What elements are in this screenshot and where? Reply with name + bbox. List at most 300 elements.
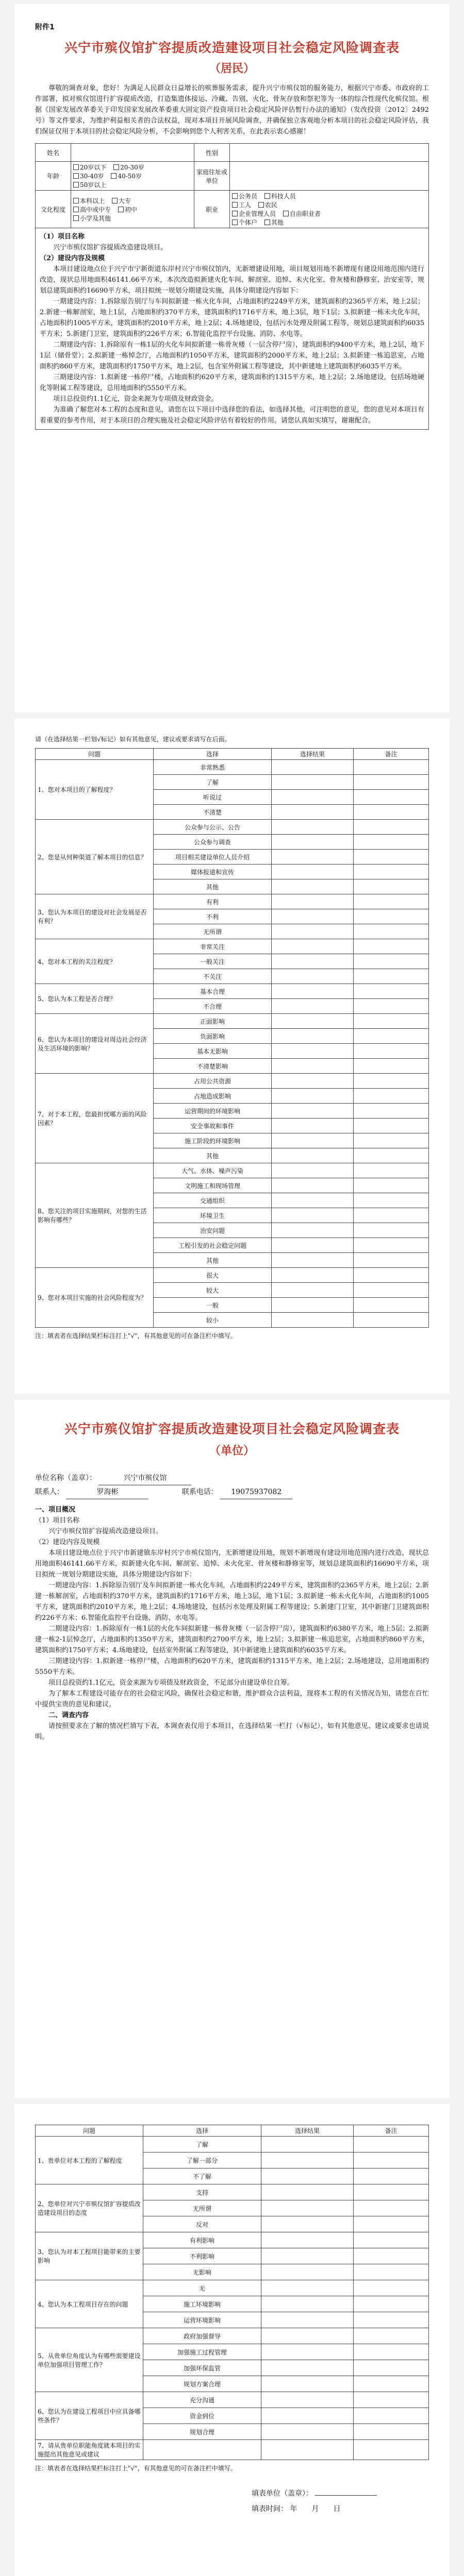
remark-cell[interactable] [354, 1118, 429, 1133]
remark-cell[interactable] [354, 2408, 429, 2424]
remark-cell[interactable] [354, 1014, 429, 1029]
remark-cell[interactable] [354, 1193, 429, 1208]
column-header: 选择 [143, 2125, 261, 2137]
option-text: 施工阶段的环境影响 [154, 1133, 272, 1148]
job-option[interactable]: 其他 [264, 218, 284, 227]
selection-result-cell[interactable] [272, 984, 354, 999]
selection-result-cell[interactable] [272, 805, 354, 820]
remark-cell[interactable] [354, 1029, 429, 1044]
selection-result-cell[interactable] [272, 1253, 354, 1268]
page-title: 兴宁市殡仪馆扩容提质改造建设项目社会稳定风险调查表 [64, 40, 400, 55]
table-row [36, 2440, 429, 2460]
selection-result-cell[interactable] [272, 1223, 354, 1238]
remark-cell[interactable] [354, 2376, 429, 2392]
option-text: 无影响 [143, 2264, 261, 2280]
option-text: 公众参与调查 [154, 835, 272, 850]
column-header: 备注 [354, 2125, 429, 2137]
option-text: 很大 [154, 1268, 272, 1283]
remark-cell[interactable] [354, 1148, 429, 1163]
question-text: 3、您认为对本工程项目能带来的主要影响 [36, 2232, 143, 2280]
footnote: 注：填表者在选择结果栏标注打上"√"，有其他意见的可在备注栏中填写。 [35, 1332, 237, 1340]
paragraph: 二期建设内容：1.拆除原有一栋1层的火化车间拟新建一栋骨灰楼（一层含停尸房），建筑面积约9400平方米，地上2层，地下1层（储骨堂）；2.拟新建一栋悼念厅，占地面积约1050平方米，建筑面积约2000平方米，地上2层；3.拟新建一栋追思室，占地面积约860平方米，建筑面积约1750平方米，地上2层，包含室外附属工程等建设，其中新建地上建筑面积约6035平方米。 [40, 341, 424, 370]
remark-cell[interactable] [354, 939, 429, 954]
checkbox-icon [232, 193, 238, 199]
org-field[interactable]: 兴宁市殡仪馆 [98, 1471, 191, 1485]
option-text: 支持 [143, 2184, 261, 2200]
table-row [36, 1268, 429, 1283]
selection-result-cell[interactable] [272, 1029, 354, 1044]
option-text: 安全事故和事件 [154, 1118, 272, 1133]
remark-cell[interactable] [354, 790, 429, 805]
attachment-label: 附件1 [35, 23, 55, 31]
age-option[interactable]: 50岁以上 [73, 180, 106, 189]
option-text: 其他 [154, 1253, 272, 1268]
option-text: 无 [143, 2280, 261, 2296]
selection-result-cell[interactable] [261, 2216, 354, 2232]
remark-cell[interactable] [354, 2264, 429, 2280]
remark-cell[interactable] [354, 2184, 429, 2200]
selection-result-cell[interactable] [272, 1044, 354, 1059]
education-option[interactable]: 大专 [112, 196, 131, 205]
selection-result-cell[interactable] [272, 1238, 354, 1253]
question-text: 8、您关注的项目实施期间，对您的生活影响有哪些？ [36, 1163, 154, 1268]
remark-cell[interactable] [354, 1298, 429, 1313]
question-text: 7、对于本工程，您最担忧哪方面的风险因素？ [36, 1074, 154, 1163]
remark-cell[interactable] [354, 1253, 429, 1268]
selection-result-cell[interactable] [261, 2312, 354, 2328]
selection-result-cell[interactable] [261, 2328, 354, 2344]
selection-result-cell[interactable] [261, 2184, 354, 2200]
question-text: 1、贵单位对本工程的了解程度 [36, 2137, 143, 2184]
selection-result-cell[interactable] [272, 1089, 354, 1104]
name-field[interactable] [71, 144, 194, 162]
education-option[interactable]: 初中 [118, 205, 137, 214]
remark-cell[interactable] [354, 1178, 429, 1193]
option-text: 其他 [154, 879, 272, 894]
table-row [36, 1074, 429, 1089]
option-text: 运营环境影响 [143, 2312, 261, 2328]
option-text: 交通组织 [154, 1193, 272, 1208]
option-text: 施工环境影响 [143, 2296, 261, 2312]
option-text: 不清楚 [154, 805, 272, 820]
paragraph: 项目总投资约1.1亿元，资金来源为专项债及财政资金，不足部分由建设单位自筹。 [48, 1679, 294, 1687]
column-header: 选择 [154, 749, 272, 760]
option-text: 其他 [154, 1148, 272, 1163]
checkbox-icon [264, 219, 270, 225]
option-text: 公众参与公示、公告 [154, 820, 272, 835]
org-label: 单位名称（盖章）： [35, 1474, 96, 1482]
option-text: 不利影响 [143, 2248, 261, 2264]
remark-cell[interactable] [354, 1163, 429, 1178]
table-instruction: 请（在选择结果一栏划√标记）如有其他意见，建议或要求请写在后面。 [35, 736, 231, 743]
selection-result-cell[interactable] [261, 2232, 354, 2248]
option-text: 不利 [154, 909, 272, 924]
remark-cell[interactable] [354, 760, 429, 775]
table-row [36, 820, 429, 835]
question-text: 6、您认为本项目的建设对周边社会经济及生活环境的影响？ [36, 1014, 154, 1074]
question-text: 1、您对本项目的了解程度？ [36, 760, 154, 820]
selection-result-cell[interactable] [272, 1059, 354, 1074]
question-text: 2、您是从何种渠道了解本项目的信息？ [36, 820, 154, 894]
question-text: 4、您对本工程的关注程度？ [36, 939, 154, 984]
selection-result-cell[interactable] [261, 2280, 354, 2296]
option-text: 正面影响 [154, 1014, 272, 1029]
option-text: 负面影响 [154, 1029, 272, 1044]
education-label: 文化程度 [36, 191, 71, 228]
selection-result-cell[interactable] [272, 924, 354, 939]
checkbox-icon [73, 173, 79, 179]
page-2 [14, 719, 450, 1394]
checkbox-icon [73, 215, 79, 221]
remark-cell[interactable] [354, 1223, 429, 1238]
remark-cell[interactable] [354, 820, 429, 835]
remark-cell[interactable] [354, 2328, 429, 2344]
selection-result-cell[interactable] [261, 2168, 354, 2184]
remark-cell[interactable] [354, 1208, 429, 1223]
job-options [230, 191, 429, 228]
remark-cell[interactable] [354, 894, 429, 909]
education-option[interactable]: 本科以上 [73, 196, 105, 205]
table-row [36, 2280, 429, 2296]
checkbox-icon [118, 207, 124, 212]
checkbox-icon [73, 207, 79, 212]
remark-cell[interactable] [354, 1283, 429, 1298]
project-name: 兴宁市殡仪馆扩容提质改造建设项目。 [53, 244, 168, 251]
job-option[interactable]: 个体户 [232, 218, 257, 227]
question-text: 9、您对本项目实施的社会风险程度为？ [36, 1268, 154, 1328]
resident-question-table [35, 748, 429, 1328]
remark-cell[interactable] [354, 2344, 429, 2360]
selection-result-cell[interactable] [272, 790, 354, 805]
paragraph: 三期建设内容：1.拟新建一栋停尸楼，占地面积约620平方米，建筑面积约1315平方米，地上2层；2.场地建设，总用地面积约5550平方米。 [35, 1657, 429, 1676]
phone-field[interactable]: 19075937082 [220, 1485, 292, 1499]
selection-result-cell[interactable] [272, 999, 354, 1014]
selection-result-cell[interactable] [261, 2408, 354, 2424]
unit-body [35, 1504, 429, 1742]
option-text: 加强环保监管 [143, 2360, 261, 2376]
paragraph: 项目总投资约1.1亿元，资金来源为专项债及财政资金。 [53, 395, 218, 403]
selection-result-cell[interactable] [272, 1118, 354, 1133]
option-text: 资金到位 [143, 2408, 261, 2424]
table-row [36, 2392, 429, 2408]
option-text: 不合理 [154, 999, 272, 1014]
paragraph: 本项目建设地点位于兴宁市宁新街道东岸村兴宁市殡仪馆内，无新增建设用地，项目规划用地不新增现有建设用地范围内进行改造，现状总用地面积46141.66平方米，本次改造拟新建火化车间、解剖室、追悼、未火化室、骨灰楼和静修室、治安室等，规划总建筑面积约16690平方米，项目拟统一规划分期建设实施，具体分期建设内容如下： [40, 265, 424, 295]
selection-result-cell[interactable] [261, 2392, 354, 2408]
instruction-paragraph: 为准确了解您对本工程的态度和意见，请您在以下项目中选择您的看法，如选择其他，可注明您的意见，您的意见对本项目有着重要的参考作用，对于本项目的合理实施及社会稳定风险评估有着较好的作用。请您认真如实填写，谢谢配合。 [40, 406, 424, 425]
paragraph: 一期建设内容：1.拆除原告别厅及车间拟新建一栋火化车间，占地面积约2249平方米，建筑面积约2365平方米，地上2层；2.新建一栋解剖室，占地面积约370平方米，建筑面积约1716平方米，地上3层，地下1层；3.拟新建一栋未火化车间，占地面积约1005平方米，建筑面积约2010平方米，地上2层；4.场地建设，包括污水处理及附属工程等建设；5.新建门卫室，其中新建门卫建筑面积约226平方米；6.智能化监控平台设施、消防、水电等。 [35, 1582, 429, 1622]
selection-result-cell[interactable] [261, 2440, 354, 2460]
column-header: 选择结果 [272, 749, 354, 760]
selection-result-cell[interactable] [261, 2424, 354, 2440]
filler-field[interactable] [315, 2495, 377, 2496]
remark-cell[interactable] [354, 2392, 429, 2408]
option-text: 充分沟通 [143, 2392, 261, 2408]
table-row [36, 2137, 429, 2153]
remark-cell[interactable] [354, 879, 429, 894]
remark-cell[interactable] [354, 835, 429, 850]
remark-cell[interactable] [354, 969, 429, 984]
age-option[interactable]: 20-30岁 [113, 163, 144, 172]
question-rows [36, 760, 429, 1328]
remark-cell[interactable] [354, 909, 429, 924]
selection-result-cell[interactable] [272, 1074, 354, 1089]
column-header: 备注 [354, 749, 429, 760]
selection-result-cell[interactable] [261, 2248, 354, 2264]
job-option[interactable]: 自由职业者 [283, 209, 321, 218]
option-text: 无所谓 [154, 924, 272, 939]
option-text: 基本无影响 [154, 1044, 272, 1059]
age-label: 年龄 [36, 162, 71, 191]
option-text: 了解一部分 [143, 2153, 261, 2168]
checkbox-icon [112, 198, 118, 204]
respondent-info-table [35, 143, 429, 228]
age-option[interactable]: 30-40岁 [73, 172, 104, 180]
checkbox-icon [113, 164, 119, 170]
selection-result-cell[interactable] [272, 835, 354, 850]
checkbox-icon [73, 164, 79, 170]
option-text: 不关注 [154, 969, 272, 984]
remark-cell[interactable] [354, 775, 429, 790]
remark-cell[interactable] [354, 2440, 429, 2460]
page-3 [14, 1400, 450, 2098]
job-option[interactable]: 农民 [258, 200, 277, 209]
remark-cell[interactable] [354, 2280, 429, 2296]
option-text: 较小 [154, 1313, 272, 1328]
filler-label: 填表单位（盖章）： [252, 2489, 313, 2498]
option-text: 不清楚影响 [154, 1059, 272, 1074]
section-heading: （2）建设内容及规模 [40, 255, 105, 262]
gender-field[interactable] [230, 144, 429, 162]
selection-result-cell[interactable] [261, 2296, 354, 2312]
option-text: 工程引发的社会稳定问题 [154, 1238, 272, 1253]
option-text: 非常熟悉 [154, 760, 272, 775]
section-heading: 一、项目概况 [35, 1506, 76, 1514]
selection-result-cell[interactable] [272, 1014, 354, 1029]
name-label: 姓名 [36, 144, 71, 162]
remark-cell[interactable] [354, 1268, 429, 1283]
selection-result-cell[interactable] [272, 1178, 354, 1193]
option-text: 环境卫生 [154, 1208, 272, 1223]
remark-cell[interactable] [354, 1104, 429, 1118]
selection-result-cell[interactable] [261, 2153, 354, 2168]
option-text: 规划合理 [143, 2424, 261, 2440]
selection-result-cell[interactable] [272, 760, 354, 775]
remark-cell[interactable] [354, 2168, 429, 2184]
job-label: 职业 [194, 191, 230, 228]
option-text: 媒体报道和宣传 [154, 865, 272, 879]
remark-cell[interactable] [354, 1089, 429, 1104]
contact-field[interactable]: 罗海彬 [66, 1485, 148, 1499]
paragraph: 请按照要求在了解的情况栏填写下表，本调查表仅用于本项目，在选择结果一栏打（√标记），如有其他意见、建议或要求也请说明。 [35, 1722, 429, 1741]
signature-block [252, 2486, 429, 2517]
selection-result-cell[interactable] [272, 1104, 354, 1118]
table-row [36, 2328, 429, 2344]
selection-result-cell[interactable] [272, 850, 354, 865]
paragraph: 二期建设内容：1.拆除原有一栋1层的火化车间拟新建一栋骨灰楼（一层含停尸房），建筑面积约6380平方米，地上5层；2.拟新建一栋2-1层悼念厅，占地面积约1350平方米，建筑面积约2700平方米，地上2层；3.拟新建一栋追思室，占地面积约860平方米，建筑面积约1750平方米；4.场地建设，包括室外附属工程等建设，其中新建地上建筑面积约6035平方米。 [35, 1625, 429, 1654]
section-heading: 二、调查内容 [48, 1711, 89, 1719]
remark-cell[interactable] [354, 850, 429, 865]
project-overview-box [35, 228, 429, 430]
question-text: 7、请从贵单位职能角度就本项目的实施提出其他意见或建议 [36, 2440, 143, 2460]
option-text: 了解 [143, 2137, 261, 2153]
job-option[interactable]: 科技人员 [264, 192, 296, 200]
remark-cell[interactable] [354, 2137, 429, 2153]
selection-result-cell[interactable] [272, 1268, 354, 1283]
selection-result-cell[interactable] [261, 2264, 354, 2280]
question-text: 2、您单位对兴宁市殡仪馆扩容提质改造建设项目的态度 [36, 2184, 143, 2232]
age-option[interactable]: 40-50岁 [111, 172, 142, 180]
job-option[interactable]: 工人 [232, 200, 251, 209]
remark-cell[interactable] [354, 2153, 429, 2168]
question-rows [36, 2137, 429, 2460]
selection-result-cell[interactable] [261, 2360, 354, 2376]
selection-result-cell[interactable] [272, 879, 354, 894]
selection-result-cell[interactable] [272, 1193, 354, 1208]
option-text: 文明施工和现场管理 [154, 1178, 272, 1193]
option-text: 反对 [143, 2216, 261, 2232]
selection-result-cell[interactable] [272, 775, 354, 790]
remark-cell[interactable] [354, 865, 429, 879]
remark-cell[interactable] [354, 1074, 429, 1089]
column-header: 问题 [36, 2125, 143, 2137]
remark-cell[interactable] [354, 2216, 429, 2232]
selection-result-cell[interactable] [272, 865, 354, 879]
table-row [36, 1014, 429, 1029]
selection-result-cell[interactable] [272, 909, 354, 924]
selection-result-cell[interactable] [261, 2344, 354, 2360]
date-field[interactable]: 年 月 日 [290, 2505, 341, 2513]
paragraph: 为了解本工程建设可能存在的社会稳定风险，确保社会稳定和谐，维护群众合法利益，现将本工程的有关情况告知，请您在百忙中提供宝贵的意见和建议。 [35, 1690, 429, 1708]
remark-cell[interactable] [354, 2312, 429, 2328]
footnote: 注：填表者在选择结果栏标注打上"√"，有其他意见的可在备注栏中填写。 [35, 2465, 237, 2472]
unit-contact-block [35, 1471, 429, 1499]
table-row [36, 2184, 429, 2200]
option-text: 政府加强督导 [143, 2328, 261, 2344]
table-row [36, 760, 429, 775]
remark-cell[interactable] [354, 1044, 429, 1059]
checkbox-icon [73, 198, 79, 204]
remark-cell[interactable] [354, 924, 429, 939]
option-text: 占地造成影响 [154, 1089, 272, 1104]
selection-result-cell[interactable] [272, 1163, 354, 1178]
checkbox-icon [258, 202, 264, 208]
option-text: 大气、水体、噪声污染 [154, 1163, 272, 1178]
checkbox-icon [264, 193, 270, 199]
selection-result-cell[interactable] [261, 2200, 354, 2216]
checkbox-icon [73, 182, 79, 188]
question-text: 5、从贵单位角度认为有哪些需要建设单位加强项目管理工作？ [36, 2328, 143, 2392]
option-text: 较大 [154, 1283, 272, 1298]
checkbox-icon [283, 211, 289, 216]
remark-cell[interactable] [354, 2360, 429, 2376]
table-row [36, 894, 429, 909]
remark-cell[interactable] [354, 2248, 429, 2264]
selection-result-cell[interactable] [272, 1208, 354, 1223]
education-option[interactable]: 高中或中专 [73, 205, 111, 214]
selection-result-cell[interactable] [272, 894, 354, 909]
selection-result-cell[interactable] [272, 969, 354, 984]
unit-subtitle: （单位） [209, 1445, 255, 1458]
education-option[interactable]: 小学及其他 [73, 214, 111, 223]
table-row [36, 1163, 429, 1178]
remark-cell[interactable] [354, 1133, 429, 1148]
section-subheading: （1）项目名称 [35, 1517, 80, 1524]
column-header: 问题 [36, 749, 154, 760]
remark-cell[interactable] [354, 2296, 429, 2312]
remark-cell[interactable] [354, 999, 429, 1014]
unit-title: 兴宁市殡仪馆扩容提质改造建设项目社会稳定风险调查表 [64, 1421, 400, 1436]
question-text: 3、您认为本项目的建设对社会发展是否有利？ [36, 894, 154, 939]
option-text: 一般 [154, 1298, 272, 1313]
selection-result-cell[interactable] [261, 2137, 354, 2153]
selection-result-cell[interactable] [272, 939, 354, 954]
option-text: 基本合理 [154, 984, 272, 999]
unit-question-table [35, 2125, 429, 2460]
section-heading: （1）项目名称 [40, 233, 85, 241]
contact-label: 联系人： [35, 1488, 64, 1496]
option-text: 听说过 [154, 790, 272, 805]
page-subtitle: （居民） [209, 62, 255, 75]
remark-cell[interactable] [354, 1238, 429, 1253]
option-text: 一般关注 [154, 954, 272, 969]
option-text: 占用公共资源 [154, 1074, 272, 1089]
option-text: 了解 [154, 775, 272, 790]
table-row [36, 984, 429, 999]
option-text: 运营期间的环境影响 [154, 1104, 272, 1118]
job-option[interactable]: 企业管理人员 [232, 209, 276, 218]
table-row [36, 2232, 429, 2248]
selection-result-cell[interactable] [261, 2376, 354, 2392]
remark-cell[interactable] [354, 2424, 429, 2440]
option-text: 治安问题 [154, 1223, 272, 1238]
selection-result-cell[interactable] [272, 1313, 354, 1328]
selection-result-cell[interactable] [272, 1283, 354, 1298]
selection-result-cell[interactable] [272, 1133, 354, 1148]
date-label: 填表时间： [252, 2505, 288, 2513]
age-options [71, 162, 194, 191]
selection-result-cell[interactable] [272, 1298, 354, 1313]
remark-cell[interactable] [354, 984, 429, 999]
age-option[interactable]: 20岁以下 [73, 163, 106, 172]
page-4 [14, 2104, 450, 2576]
option-text [143, 2440, 261, 2460]
remark-cell[interactable] [354, 1059, 429, 1074]
checkbox-icon [232, 202, 238, 208]
option-text: 项目相关建设单位人员介绍 [154, 850, 272, 865]
question-text: 6、您认为在建设工程项目中应具备哪些条件？ [36, 2392, 143, 2440]
phone-label: 联系电话： [181, 1488, 218, 1496]
remark-cell[interactable] [354, 2200, 429, 2216]
selection-result-cell[interactable] [272, 954, 354, 969]
remark-cell[interactable] [354, 2232, 429, 2248]
option-text: 不了解 [143, 2168, 261, 2184]
address-label: 家庭住址或单位 [194, 162, 230, 191]
selection-result-cell[interactable] [272, 820, 354, 835]
education-options [71, 191, 194, 228]
checkbox-icon [232, 219, 238, 225]
checkbox-icon [111, 173, 117, 179]
question-text: 5、您认为本工程是否合理？ [36, 984, 154, 1014]
remark-cell[interactable] [354, 954, 429, 969]
selection-result-cell[interactable] [272, 1148, 354, 1163]
address-field[interactable] [230, 162, 429, 191]
job-option[interactable]: 公务员 [232, 192, 257, 200]
remark-cell[interactable] [354, 805, 429, 820]
remark-cell[interactable] [354, 1313, 429, 1328]
section-subheading: （2）建设内容及规模 [35, 1538, 100, 1546]
option-text: 无所谓 [143, 2200, 261, 2216]
option-text: 加强施工过程管理 [143, 2344, 261, 2360]
